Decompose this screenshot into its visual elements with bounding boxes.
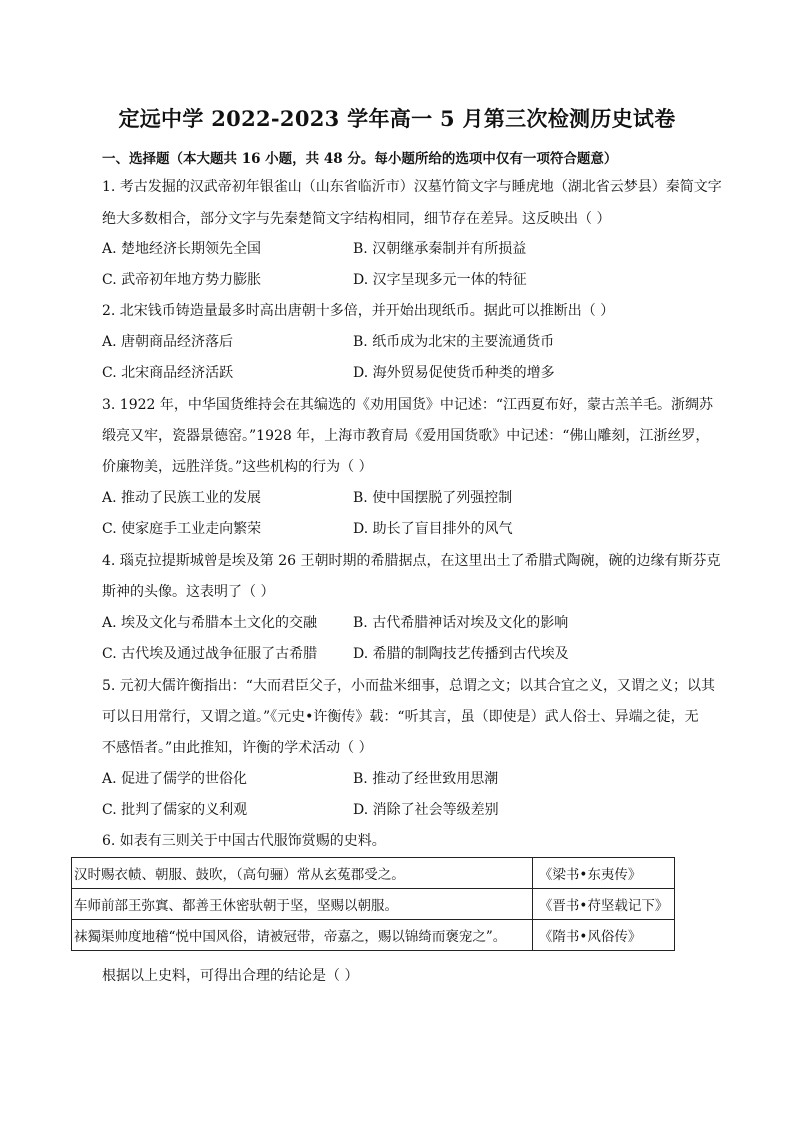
question-1-option-b[interactable]: B. 汉朝继承秦制并有所损益 — [353, 241, 527, 257]
question-2-option-c[interactable]: C. 北宋商品经济活跃 — [102, 365, 234, 381]
question-1-option-a[interactable]: A. 楚地经济长期领先全国 — [102, 241, 262, 257]
question-3-line-2: 缎亮又牢，瓷器景德窑。”1928 年，上海市教育局《爱用国货歌》中记述：“佛山雕刻，江浙丝罗， — [102, 428, 710, 444]
question-6-line-1: 6. 如表有三则关于中国古代服饰赏赐的史料。 — [102, 833, 386, 849]
table-cell-text: 汉时赐衣帻、朝服、鼓吹，（高句骊）常从玄菟郡受之。 — [72, 858, 533, 889]
question-3-line-1: 3. 1922 年，中华国货维持会在其编选的《劝用国货》中记述：“江西夏布好，蒙古羔羊毛。浙绸苏 — [102, 397, 714, 413]
question-2-option-a[interactable]: A. 唐朝商品经济落后 — [102, 334, 234, 350]
question-4-line-1: 4. 瑙克拉提斯城曾是埃及第 26 王朝时期的希腊据点，在这里出土了希腊式陶碗，碗的边缘有斯芬克 — [102, 553, 721, 569]
question-5-option-c[interactable]: C. 批判了儒家的义利观 — [102, 802, 248, 818]
section-heading: 一、选择题（本大题共 16 小题，共 48 分。每小题所给的选项中仅有一项符合题意） — [102, 151, 618, 167]
table-cell-source: 《梁书•东夷传》 — [532, 858, 674, 889]
question-5-option-a[interactable]: A. 促进了儒学的世俗化 — [102, 771, 248, 787]
question-5-line-3: 不感悟者。”由此推知，许衡的学术活动（ ） — [102, 740, 373, 756]
question-3-option-c[interactable]: C. 使家庭手工业走向繁荣 — [102, 521, 262, 537]
table-cell-text: 车师前部王弥窴、都善王休密驮朝于坚，坚赐以朝服。 — [72, 889, 533, 920]
table-row — [72, 920, 675, 951]
question-5-option-b[interactable]: B. 推动了经世致用思潮 — [353, 771, 499, 787]
table-cell-text: 袜獨渠帅度地稽“悦中国风俗，请被冠带，帝嘉之，赐以锦绮而褒宠之”。 — [72, 920, 533, 951]
table-row — [72, 889, 675, 920]
table-row — [72, 858, 675, 889]
question-2-option-b[interactable]: B. 纸币成为北宋的主要流通货币 — [353, 334, 555, 350]
question-5-line-2: 可以日用常行，又谓之道。”《元史•许衡传》载：“听其言，虽（即使是）武人俗士、异端之徒，无 — [102, 709, 699, 725]
question-4-option-d[interactable]: D. 希腊的制陶技艺传播到古代埃及 — [353, 646, 569, 662]
question-5-line-1: 5. 元初大儒许衡指出：“大而君臣父子，小而盐米细事，总谓之文；以其合宜之义，又谓之义；以其 — [102, 678, 715, 694]
question-4-line-2: 斯神的头像。这表明了（ ） — [102, 584, 275, 600]
question-5-option-d[interactable]: D. 消除了社会等级差别 — [353, 802, 499, 818]
question-4-option-b[interactable]: B. 古代希腊神话对埃及文化的影响 — [353, 615, 569, 631]
question-1-line-1: 1. 考古发掘的汉武帝初年银雀山（山东省临沂市）汉墓竹简文字与睡虎地（湖北省云梦县）秦简文字 — [102, 179, 722, 195]
question-3-option-a[interactable]: A. 推动了民族工业的发展 — [102, 490, 262, 506]
question-2-line-1: 2. 北宋钱币铸造量最多时高出唐朝十多倍，并开始出现纸币。据此可以推断出（ ） — [102, 303, 615, 319]
question-3-line-3: 价廉物美，远胜洋货。”这些机构的行为（ ） — [102, 459, 373, 475]
page-title: 定远中学 2022-2023 学年高一 5 月第三次检测历史试卷 — [118, 106, 676, 131]
question-2-option-d[interactable]: D. 海外贸易促使货币种类的增多 — [353, 365, 555, 381]
question-3-option-d[interactable]: D. 助长了盲目排外的风气 — [353, 521, 513, 537]
source-table — [71, 857, 675, 951]
question-1-option-d[interactable]: D. 汉字呈现多元一体的特征 — [353, 272, 527, 288]
table-cell-source: 《晋书•苻坚载记下》 — [532, 889, 674, 920]
question-4-option-a[interactable]: A. 埃及文化与希腊本土文化的交融 — [102, 615, 318, 631]
table-cell-source: 《隋书•风俗传》 — [532, 920, 674, 951]
question-3-option-b[interactable]: B. 使中国摆脱了列强控制 — [353, 490, 513, 506]
question-6-prompt: 根据以上史料，可得出合理的结论是（ ） — [102, 968, 359, 984]
question-1-line-2: 绝大多数相合，部分文字与先秦楚简文字结构相同，细节存在差异。这反映出（ ） — [102, 211, 611, 227]
question-4-option-c[interactable]: C. 古代埃及通过战争征服了古希腊 — [102, 646, 318, 662]
question-1-option-c[interactable]: C. 武帝初年地方势力膨胀 — [102, 272, 262, 288]
